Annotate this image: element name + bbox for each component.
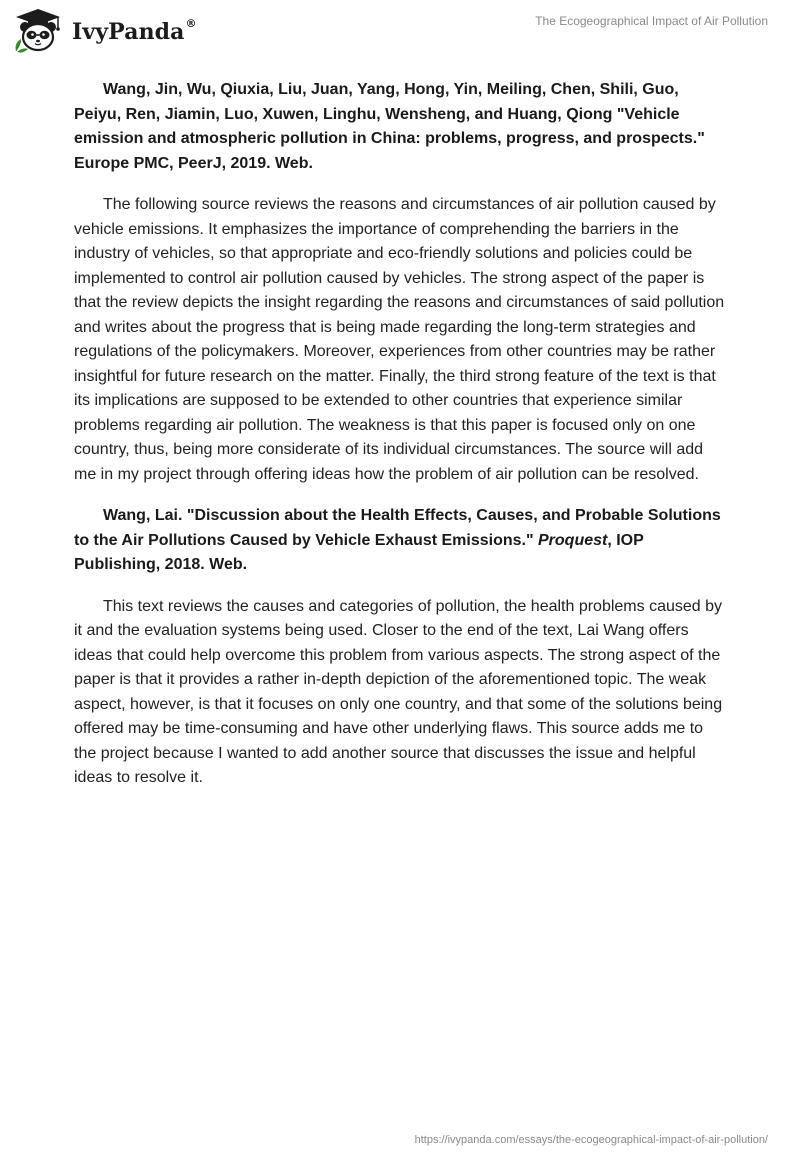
registered-mark: ® <box>185 16 197 30</box>
citation-entry-1: Wang, Jin, Wu, Qiuxia, Liu, Juan, Yang, Hong, Yin, Meiling, Chen, Shili, Guo, Peiyu, Ren, Jiamin, Luo, Xuwen, Linghu, Wensheng, and Huang, Qiong "Vehicle emission and atmospheric pollution in China: problems, progress, and prospects." Europe PMC, PeerJ, 2019. Web. <box>74 81 705 172</box>
panda-graduate-icon <box>12 8 64 54</box>
citation-2-journal: Proquest <box>538 531 608 549</box>
page-header <box>0 0 800 60</box>
brand-name <box>72 16 197 45</box>
citation-entry-2 <box>74 504 726 578</box>
source-url[interactable]: https://ivypanda.com/essays/the-ecogeographical-impact-of-air-pollution/ <box>414 1134 768 1146</box>
running-title: The Ecogeographical Impact of Air Pollution <box>535 14 768 28</box>
citation-2-publisher: , IOP Publishing, 2018. Web. <box>74 531 644 573</box>
citation-2-main: Wang, Lai. "Discussion about the Health Effects, Causes, and Probable Solutions to the Air Pollutions Caused by Vehicle Exhaust Emissions." <box>74 507 721 549</box>
brand-name-text: IvyPanda <box>72 19 185 45</box>
annotation-paragraph-2: This text reviews the causes and categories of pollution, the health problems caused by it and the evaluation systems being used. Closer to the end of the text, Lai Wang offers ideas that could help overcome this problem from various aspects. The strong aspect of the paper is that it provides a rather in-depth depiction of the aforementioned topic. The weak aspect, however, is that it focuses on only one country, and that some of the solutions being offered may be time-consuming and have other underlying flaws. This source adds me to the project because I wanted to add another source that discusses the issue and helpful ideas to resolve it. <box>74 597 723 786</box>
document-body <box>74 78 726 808</box>
ivypanda-logo[interactable] <box>12 8 197 54</box>
annotation-paragraph-1: The following source reviews the reasons and circumstances of air pollution caused by vehicle emissions. It emphasizes the importance of comprehending the barriers in the industry of vehicles, so that appropriate and eco-friendly solutions and policies could be implemented to control air pollution caused by vehicles. The strong aspect of the paper is that the review depicts the insight regarding the reasons and circumstances of said pollution and writes about the progress that is being made regarding the long-term strategies and regulations of the policymakers. Moreover, experiences from other countries may be rather insightful for future research on the matter. Finally, the third strong feature of the text is that its implications are supposed to be extended to other countries that experience similar problems regarding air pollution. The weakness is that this paper is focused only on one country, thus, being more considerate of its individual circumstances. The source will add me in my project through offering ideas how the problem of air pollution can be resolved. <box>74 196 725 483</box>
